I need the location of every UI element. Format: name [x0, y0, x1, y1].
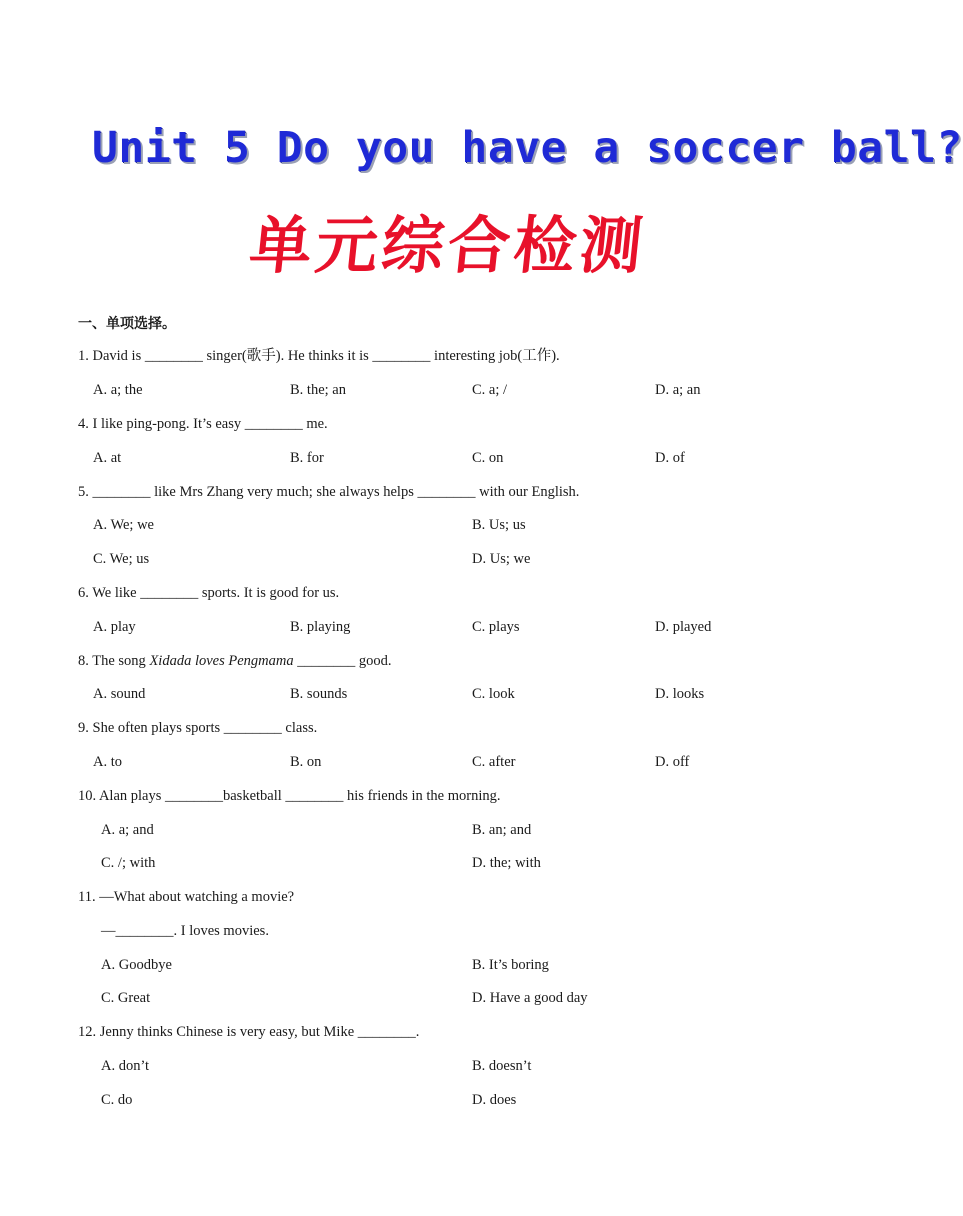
question-5-option-a: A. We; we [93, 517, 154, 533]
question-12-option-c: C. do [101, 1092, 133, 1108]
question-6-option-d: D. played [655, 619, 712, 635]
question-9-option-a: A. to [93, 754, 122, 770]
title-english: Unit 5 Do you have a soccer ball? [92, 123, 963, 173]
question-12-option-b: B. doesn’t [472, 1058, 532, 1074]
question-9-stem: 9. She often plays sports ________ class. [78, 720, 318, 736]
question-5-option-d: D. Us; we [472, 551, 531, 567]
question-6-stem: 6. We like ________ sports. It is good for us. [78, 585, 340, 601]
question-12-option-a: A. don’t [101, 1058, 150, 1074]
question-6-option-a: A. play [93, 619, 136, 635]
question-6-option-b: B. playing [290, 619, 351, 635]
question-10-stem: 10. Alan plays ________basketball ________ his friends in the morning. [78, 788, 501, 804]
question-11-stem: 11. —What about watching a movie? [78, 889, 295, 905]
song-title: Xidada loves Pengmama [149, 653, 294, 669]
question-5-option-c: C. We; us [93, 551, 150, 567]
question-4-option-d: D. of [655, 450, 685, 466]
question-9-option-b: B. on [290, 754, 322, 770]
title-chinese: 单元综合检测 [246, 209, 650, 282]
question-8-option-b: B. sounds [290, 686, 348, 702]
question-11-option-a: A. Goodbye [101, 957, 172, 973]
question-8-stem [78, 651, 391, 671]
question-8-stem-start: 8. The song [78, 653, 150, 669]
question-1-option-d: D. a; an [655, 382, 701, 398]
question-1-option-a: A. a; the [93, 382, 143, 398]
question-4-option-a: A. at [93, 450, 122, 466]
question-9-option-c: C. after [472, 754, 516, 770]
question-8-option-c: C. look [472, 686, 515, 702]
question-5-option-b: B. Us; us [472, 517, 526, 533]
question-11-option-c: C. Great [101, 990, 151, 1006]
question-11-reply: —________. I loves movies. [101, 923, 269, 939]
question-10-option-b: B. an; and [472, 822, 532, 838]
question-12-option-d: D. does [472, 1092, 517, 1108]
question-10-option-c: C. /; with [101, 855, 156, 871]
section-heading: 一、单项选择。 [78, 316, 176, 332]
question-12-stem: 12. Jenny thinks Chinese is very easy, but Mike ________. [78, 1024, 420, 1040]
question-11-option-d: D. Have a good day [472, 990, 588, 1006]
question-8-stem-end: ________ good. [293, 653, 392, 669]
question-6-option-c: C. plays [472, 619, 520, 635]
question-10-option-a: A. a; and [101, 822, 154, 838]
question-4-option-c: C. on [472, 450, 504, 466]
question-9-option-d: D. off [655, 754, 690, 770]
question-10-option-d: D. the; with [472, 855, 541, 871]
question-1-option-c: C. a; / [472, 382, 508, 398]
question-4-option-b: B. for [290, 450, 324, 466]
question-8-option-d: D. looks [655, 686, 705, 702]
question-1-stem: 1. David is ________ singer(歌手). He thinks it is ________ interesting job(工作). [78, 348, 560, 364]
question-4-stem: 4. I like ping-pong. It’s easy ________ me. [78, 416, 328, 432]
question-11-option-b: B. It’s boring [472, 957, 549, 973]
question-5-stem: 5. ________ like Mrs Zhang very much; she always helps ________ with our English. [78, 484, 580, 500]
question-8-option-a: A. sound [93, 686, 146, 702]
question-1-option-b: B. the; an [290, 382, 346, 398]
